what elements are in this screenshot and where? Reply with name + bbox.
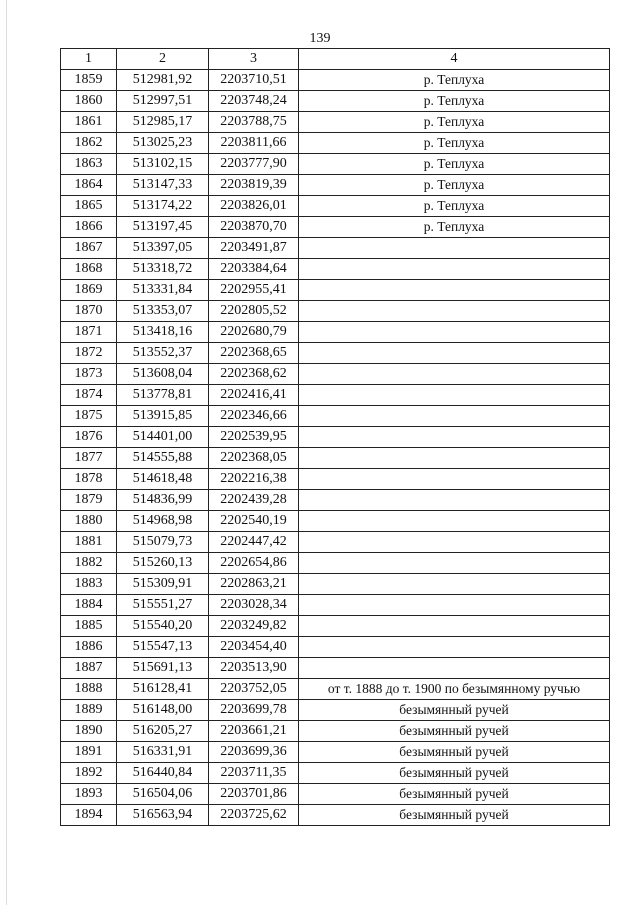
table-row <box>61 427 610 448</box>
cell-y-coordinate: 2203788,75 <box>209 112 299 133</box>
table-row <box>61 91 610 112</box>
cell-description: р. Теплуха <box>299 70 610 91</box>
column-header-number: 1 <box>61 49 117 70</box>
cell-y-coordinate: 2202654,86 <box>209 553 299 574</box>
table-row <box>61 574 610 595</box>
cell-point-number: 1865 <box>61 196 117 217</box>
cell-y-coordinate: 2203725,62 <box>209 805 299 826</box>
cell-y-coordinate: 2202416,41 <box>209 385 299 406</box>
cell-description <box>299 406 610 427</box>
cell-y-coordinate: 2203513,90 <box>209 658 299 679</box>
table-row <box>61 175 610 196</box>
cell-description <box>299 532 610 553</box>
cell-point-number: 1893 <box>61 784 117 805</box>
cell-point-number: 1859 <box>61 70 117 91</box>
cell-point-number: 1882 <box>61 553 117 574</box>
cell-point-number: 1877 <box>61 448 117 469</box>
cell-point-number: 1879 <box>61 490 117 511</box>
table-row <box>61 511 610 532</box>
cell-point-number: 1890 <box>61 721 117 742</box>
cell-y-coordinate: 2202368,05 <box>209 448 299 469</box>
cell-description <box>299 238 610 259</box>
cell-x-coordinate: 515551,27 <box>117 595 209 616</box>
cell-point-number: 1867 <box>61 238 117 259</box>
cell-x-coordinate: 515309,91 <box>117 574 209 595</box>
cell-description <box>299 301 610 322</box>
cell-description <box>299 343 610 364</box>
table-row <box>61 679 610 700</box>
table-row <box>61 259 610 280</box>
cell-y-coordinate: 2202680,79 <box>209 322 299 343</box>
cell-y-coordinate: 2203826,01 <box>209 196 299 217</box>
page-number: 139 <box>309 31 331 46</box>
cell-point-number: 1889 <box>61 700 117 721</box>
cell-point-number: 1868 <box>61 259 117 280</box>
cell-x-coordinate: 515547,13 <box>117 637 209 658</box>
table-row <box>61 658 610 679</box>
page-edge-line <box>6 0 7 905</box>
cell-point-number: 1883 <box>61 574 117 595</box>
cell-x-coordinate: 514555,88 <box>117 448 209 469</box>
cell-x-coordinate: 512985,17 <box>117 112 209 133</box>
table-row <box>61 217 610 238</box>
cell-description: р. Теплуха <box>299 154 610 175</box>
cell-x-coordinate: 516128,41 <box>117 679 209 700</box>
cell-y-coordinate: 2203701,86 <box>209 784 299 805</box>
cell-description <box>299 385 610 406</box>
cell-x-coordinate: 513102,15 <box>117 154 209 175</box>
table-row <box>61 280 610 301</box>
cell-description <box>299 511 610 532</box>
table-row <box>61 490 610 511</box>
cell-y-coordinate: 2203870,70 <box>209 217 299 238</box>
cell-description <box>299 322 610 343</box>
cell-point-number: 1861 <box>61 112 117 133</box>
table-row <box>61 721 610 742</box>
cell-x-coordinate: 513418,16 <box>117 322 209 343</box>
cell-point-number: 1892 <box>61 763 117 784</box>
cell-description: безымянный ручей <box>299 805 610 826</box>
table-row <box>61 238 610 259</box>
cell-x-coordinate: 514968,98 <box>117 511 209 532</box>
cell-y-coordinate: 2202540,19 <box>209 511 299 532</box>
cell-point-number: 1884 <box>61 595 117 616</box>
cell-x-coordinate: 515691,13 <box>117 658 209 679</box>
table-row <box>61 364 610 385</box>
cell-description <box>299 469 610 490</box>
table-row <box>61 322 610 343</box>
cell-x-coordinate: 516331,91 <box>117 742 209 763</box>
table-row <box>61 595 610 616</box>
cell-y-coordinate: 2203711,35 <box>209 763 299 784</box>
cell-y-coordinate: 2203028,34 <box>209 595 299 616</box>
cell-y-coordinate: 2203811,66 <box>209 133 299 154</box>
cell-y-coordinate: 2203752,05 <box>209 679 299 700</box>
cell-x-coordinate: 516148,00 <box>117 700 209 721</box>
cell-y-coordinate: 2203661,21 <box>209 721 299 742</box>
cell-y-coordinate: 2203777,90 <box>209 154 299 175</box>
cell-description: р. Теплуха <box>299 112 610 133</box>
cell-y-coordinate: 2202346,66 <box>209 406 299 427</box>
cell-y-coordinate: 2202368,62 <box>209 364 299 385</box>
cell-x-coordinate: 512997,51 <box>117 91 209 112</box>
cell-x-coordinate: 513608,04 <box>117 364 209 385</box>
cell-description <box>299 616 610 637</box>
cell-point-number: 1894 <box>61 805 117 826</box>
cell-point-number: 1872 <box>61 343 117 364</box>
cell-point-number: 1866 <box>61 217 117 238</box>
cell-point-number: 1870 <box>61 301 117 322</box>
cell-description: безымянный ручей <box>299 721 610 742</box>
table-row <box>61 616 610 637</box>
cell-y-coordinate: 2203699,36 <box>209 742 299 763</box>
cell-y-coordinate: 2202805,52 <box>209 301 299 322</box>
cell-description <box>299 553 610 574</box>
cell-x-coordinate: 513147,33 <box>117 175 209 196</box>
table-row <box>61 385 610 406</box>
cell-x-coordinate: 513778,81 <box>117 385 209 406</box>
table-header-row <box>61 49 610 70</box>
cell-x-coordinate: 513174,22 <box>117 196 209 217</box>
cell-point-number: 1860 <box>61 91 117 112</box>
cell-description: р. Теплуха <box>299 196 610 217</box>
table-row <box>61 763 610 784</box>
cell-x-coordinate: 513318,72 <box>117 259 209 280</box>
table-row <box>61 532 610 553</box>
cell-y-coordinate: 2202368,65 <box>209 343 299 364</box>
cell-y-coordinate: 2202439,28 <box>209 490 299 511</box>
coordinates-table <box>60 48 610 826</box>
table-row <box>61 784 610 805</box>
cell-point-number: 1878 <box>61 469 117 490</box>
cell-y-coordinate: 2202539,95 <box>209 427 299 448</box>
table-row <box>61 700 610 721</box>
cell-description <box>299 658 610 679</box>
cell-description <box>299 364 610 385</box>
table-row <box>61 742 610 763</box>
table-row <box>61 448 610 469</box>
cell-point-number: 1869 <box>61 280 117 301</box>
cell-x-coordinate: 514836,99 <box>117 490 209 511</box>
cell-y-coordinate: 2203491,87 <box>209 238 299 259</box>
cell-point-number: 1876 <box>61 427 117 448</box>
cell-point-number: 1891 <box>61 742 117 763</box>
cell-point-number: 1887 <box>61 658 117 679</box>
cell-description <box>299 259 610 280</box>
cell-y-coordinate: 2203454,40 <box>209 637 299 658</box>
cell-x-coordinate: 515079,73 <box>117 532 209 553</box>
cell-y-coordinate: 2202447,42 <box>209 532 299 553</box>
column-header-x: 2 <box>117 49 209 70</box>
cell-x-coordinate: 513552,37 <box>117 343 209 364</box>
cell-point-number: 1864 <box>61 175 117 196</box>
cell-description <box>299 427 610 448</box>
cell-description: безымянный ручей <box>299 742 610 763</box>
cell-description: безымянный ручей <box>299 700 610 721</box>
table-row <box>61 406 610 427</box>
cell-x-coordinate: 516205,27 <box>117 721 209 742</box>
cell-description: р. Теплуха <box>299 217 610 238</box>
cell-description <box>299 280 610 301</box>
cell-x-coordinate: 516563,94 <box>117 805 209 826</box>
cell-x-coordinate: 513397,05 <box>117 238 209 259</box>
cell-point-number: 1880 <box>61 511 117 532</box>
cell-y-coordinate: 2203384,64 <box>209 259 299 280</box>
cell-y-coordinate: 2202216,38 <box>209 469 299 490</box>
table-row <box>61 196 610 217</box>
table-row <box>61 70 610 91</box>
cell-y-coordinate: 2202863,21 <box>209 574 299 595</box>
cell-y-coordinate: 2203249,82 <box>209 616 299 637</box>
cell-x-coordinate: 513915,85 <box>117 406 209 427</box>
cell-x-coordinate: 513025,23 <box>117 133 209 154</box>
cell-description <box>299 574 610 595</box>
cell-x-coordinate: 513353,07 <box>117 301 209 322</box>
cell-point-number: 1888 <box>61 679 117 700</box>
cell-point-number: 1885 <box>61 616 117 637</box>
cell-point-number: 1875 <box>61 406 117 427</box>
cell-y-coordinate: 2203748,24 <box>209 91 299 112</box>
cell-y-coordinate: 2203699,78 <box>209 700 299 721</box>
cell-point-number: 1862 <box>61 133 117 154</box>
cell-x-coordinate: 515260,13 <box>117 553 209 574</box>
cell-x-coordinate: 512981,92 <box>117 70 209 91</box>
cell-point-number: 1886 <box>61 637 117 658</box>
table-row <box>61 805 610 826</box>
cell-description <box>299 490 610 511</box>
cell-x-coordinate: 514618,48 <box>117 469 209 490</box>
table-row <box>61 301 610 322</box>
cell-point-number: 1871 <box>61 322 117 343</box>
cell-description <box>299 595 610 616</box>
table-row <box>61 637 610 658</box>
table-row <box>61 553 610 574</box>
cell-x-coordinate: 513197,45 <box>117 217 209 238</box>
cell-description: р. Теплуха <box>299 91 610 112</box>
cell-point-number: 1873 <box>61 364 117 385</box>
cell-x-coordinate: 515540,20 <box>117 616 209 637</box>
table-row <box>61 469 610 490</box>
cell-y-coordinate: 2203710,51 <box>209 70 299 91</box>
cell-point-number: 1881 <box>61 532 117 553</box>
column-header-y: 3 <box>209 49 299 70</box>
cell-description: безымянный ручей <box>299 784 610 805</box>
cell-y-coordinate: 2203819,39 <box>209 175 299 196</box>
cell-x-coordinate: 514401,00 <box>117 427 209 448</box>
cell-x-coordinate: 516504,06 <box>117 784 209 805</box>
cell-point-number: 1863 <box>61 154 117 175</box>
column-header-description: 4 <box>299 49 610 70</box>
cell-x-coordinate: 516440,84 <box>117 763 209 784</box>
cell-description: от т. 1888 до т. 1900 по безымянному ручью <box>299 679 610 700</box>
table-row <box>61 112 610 133</box>
cell-description: безымянный ручей <box>299 763 610 784</box>
cell-description <box>299 637 610 658</box>
table-row <box>61 133 610 154</box>
table-row <box>61 343 610 364</box>
cell-point-number: 1874 <box>61 385 117 406</box>
cell-description: р. Теплуха <box>299 175 610 196</box>
table-row <box>61 154 610 175</box>
cell-description: р. Теплуха <box>299 133 610 154</box>
cell-y-coordinate: 2202955,41 <box>209 280 299 301</box>
cell-description <box>299 448 610 469</box>
cell-x-coordinate: 513331,84 <box>117 280 209 301</box>
